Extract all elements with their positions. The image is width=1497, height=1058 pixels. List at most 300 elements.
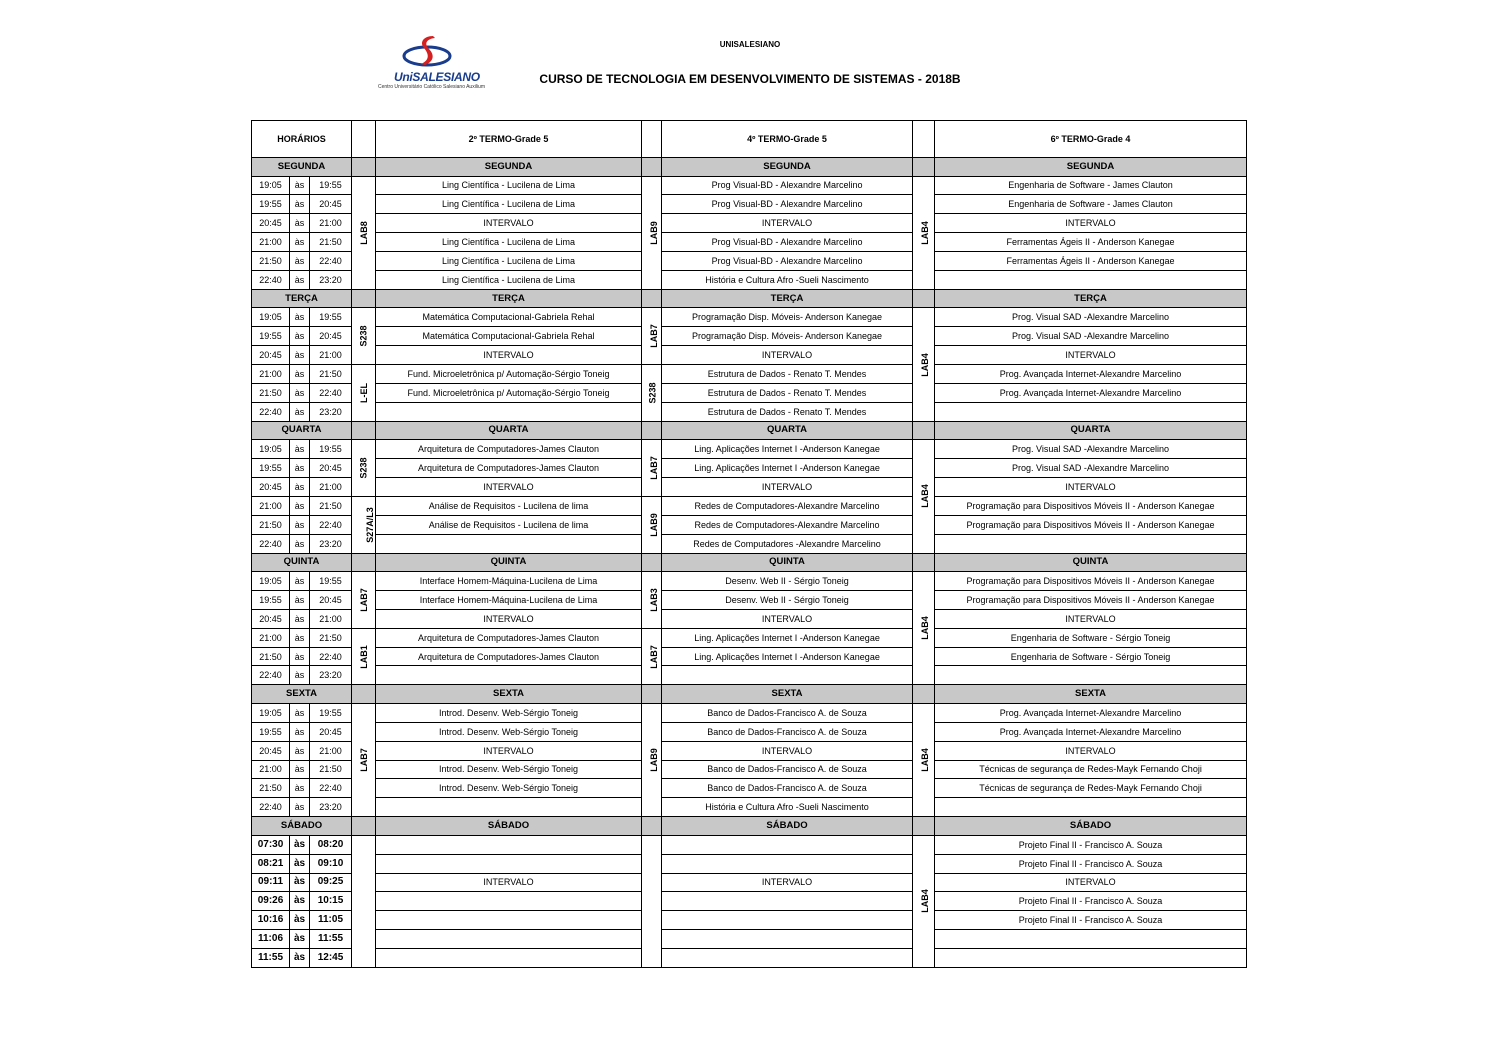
logo-swoosh-icon bbox=[402, 34, 452, 74]
room-label bbox=[642, 703, 662, 816]
day-name-term2: QUINTA bbox=[376, 553, 642, 572]
class-term2: INTERVALO bbox=[376, 609, 642, 628]
class-term2: INTERVALO bbox=[376, 477, 642, 496]
class-term4: Prog Visual-BD - Alexandre Marcelino bbox=[662, 176, 913, 195]
room-label bbox=[913, 572, 935, 685]
day-name-term6: SEGUNDA bbox=[935, 158, 1247, 177]
time-slot-row bbox=[252, 534, 1247, 553]
class-term4: Prog Visual-BD - Alexandre Marcelino bbox=[662, 252, 913, 271]
class-term4 bbox=[662, 911, 913, 930]
class-term6: Engenharia de Software - Sérgio Toneig bbox=[935, 628, 1247, 647]
day-name-term2: SEGUNDA bbox=[376, 158, 642, 177]
start-time: 20:45 bbox=[252, 477, 290, 496]
logo-tagline: Centro Universitário Católico Salesiano Auxilium bbox=[378, 84, 485, 90]
room-label-text: L-EL bbox=[358, 382, 369, 403]
end-time: 20:45 bbox=[310, 195, 352, 214]
room-label bbox=[352, 572, 376, 629]
start-time: 08:21 bbox=[252, 854, 290, 873]
start-time: 21:00 bbox=[252, 365, 290, 384]
class-term4: Banco de Dados-Francisco A. de Souza bbox=[662, 760, 913, 779]
time-separator: às bbox=[290, 252, 310, 271]
time-slot-row bbox=[252, 270, 1247, 289]
term6-header: 6º TERMO-Grade 4 bbox=[935, 121, 1247, 158]
unisalesiano-logo bbox=[378, 34, 485, 90]
time-separator: às bbox=[290, 459, 310, 478]
time-separator: às bbox=[290, 873, 310, 892]
logo-name: UniSALESIANO bbox=[394, 70, 480, 84]
day-name-term2: QUARTA bbox=[376, 421, 642, 440]
class-term2: Análise de Requisitos - Lucilena de lima bbox=[376, 496, 642, 515]
class-term4 bbox=[662, 892, 913, 911]
end-time: 21:50 bbox=[310, 233, 352, 252]
end-time: 19:55 bbox=[310, 440, 352, 459]
start-time: 19:05 bbox=[252, 440, 290, 459]
start-time: 19:05 bbox=[252, 572, 290, 591]
class-term2: Introd. Desenv. Web-Sérgio Toneig bbox=[376, 722, 642, 741]
end-time: 23:20 bbox=[310, 666, 352, 685]
start-time: 11:55 bbox=[252, 949, 290, 968]
start-time: 22:40 bbox=[252, 666, 290, 685]
start-time: 19:05 bbox=[252, 308, 290, 327]
time-separator: às bbox=[290, 383, 310, 402]
time-slot-row bbox=[252, 609, 1247, 628]
start-time: 19:55 bbox=[252, 195, 290, 214]
day-name-term4: QUINTA bbox=[662, 553, 913, 572]
start-time: 19:55 bbox=[252, 459, 290, 478]
end-time: 22:40 bbox=[310, 647, 352, 666]
time-slot-row bbox=[252, 346, 1247, 365]
class-term4: Ling. Aplicações Internet I -Anderson Kanegae bbox=[662, 440, 913, 459]
class-term2: Análise de Requisitos - Lucilena de lima bbox=[376, 515, 642, 534]
time-separator: às bbox=[290, 214, 310, 233]
day-name-term2: SEXTA bbox=[376, 685, 642, 704]
end-time: 21:00 bbox=[310, 477, 352, 496]
class-term2: Fund. Microeletrônica p/ Automação-Sérgio Toneig bbox=[376, 365, 642, 384]
room-label bbox=[352, 703, 376, 816]
class-term2 bbox=[376, 402, 642, 421]
room-label-text: LAB4 bbox=[919, 748, 930, 772]
class-term6: Prog. Visual SAD -Alexandre Marcelino bbox=[935, 308, 1247, 327]
class-term4: Programação Disp. Móveis- Anderson Kanegae bbox=[662, 308, 913, 327]
day-name: QUARTA bbox=[252, 421, 352, 440]
class-term4: Ling. Aplicações Internet I -Anderson Kanegae bbox=[662, 628, 913, 647]
class-term2: Ling Científica - Lucilena de Lima bbox=[376, 195, 642, 214]
start-time: 19:05 bbox=[252, 703, 290, 722]
room-label-text: LAB4 bbox=[919, 889, 930, 914]
end-time: 23:20 bbox=[310, 270, 352, 289]
class-term6 bbox=[935, 949, 1247, 968]
class-term6: Prog. Visual SAD -Alexandre Marcelino bbox=[935, 327, 1247, 346]
start-time: 20:45 bbox=[252, 609, 290, 628]
column-header-row bbox=[252, 121, 1247, 158]
day-name-term6: TERÇA bbox=[935, 289, 1247, 308]
lab-col-header bbox=[913, 121, 935, 158]
class-term6: Engenharia de Software - James Clauton bbox=[935, 176, 1247, 195]
class-term4 bbox=[662, 930, 913, 949]
day-name-term4: QUARTA bbox=[662, 421, 913, 440]
class-term4: Estrutura de Dados - Renato T. Mendes bbox=[662, 365, 913, 384]
time-slot-row bbox=[252, 233, 1247, 252]
start-time: 19:55 bbox=[252, 722, 290, 741]
class-term6: Programação para Dispositivos Móveis II - Anderson Kanegae bbox=[935, 496, 1247, 515]
room-label-text: LAB4 bbox=[919, 616, 930, 640]
start-time: 07:30 bbox=[252, 835, 290, 854]
start-time: 21:00 bbox=[252, 496, 290, 515]
room-label bbox=[913, 703, 935, 816]
room-label-text: LAB4 bbox=[919, 484, 930, 509]
day-gap bbox=[352, 685, 376, 704]
class-term6 bbox=[935, 930, 1247, 949]
class-term6: Prog. Avançada Internet-Alexandre Marcelino bbox=[935, 365, 1247, 384]
class-term6 bbox=[935, 402, 1247, 421]
class-term4: Ling. Aplicações Internet I -Anderson Kanegae bbox=[662, 647, 913, 666]
class-term6: Prog. Visual SAD -Alexandre Marcelino bbox=[935, 440, 1247, 459]
time-slot-row bbox=[252, 722, 1247, 741]
room-label bbox=[352, 628, 376, 685]
time-slot-row bbox=[252, 930, 1247, 949]
room-label bbox=[642, 835, 662, 967]
class-term4: INTERVALO bbox=[662, 741, 913, 760]
day-name: QUINTA bbox=[252, 553, 352, 572]
room-label bbox=[642, 440, 662, 497]
class-term2 bbox=[376, 892, 642, 911]
end-time: 09:10 bbox=[310, 854, 352, 873]
day-name: TERÇA bbox=[252, 289, 352, 308]
end-time: 11:05 bbox=[310, 911, 352, 930]
class-term4 bbox=[662, 949, 913, 968]
end-time: 20:45 bbox=[310, 722, 352, 741]
day-gap bbox=[913, 553, 935, 572]
day-name: SÁBADO bbox=[252, 817, 352, 836]
class-term6: Ferramentas Ágeis II - Anderson Kanegae bbox=[935, 233, 1247, 252]
class-term4: Desenv. Web II - Sérgio Toneig bbox=[662, 572, 913, 591]
time-slot-row bbox=[252, 949, 1247, 968]
day-gap bbox=[913, 158, 935, 177]
end-time: 21:00 bbox=[310, 741, 352, 760]
time-slot-row bbox=[252, 214, 1247, 233]
class-term4 bbox=[662, 835, 913, 854]
time-slot-row bbox=[252, 195, 1247, 214]
day-name: SEXTA bbox=[252, 685, 352, 704]
room-label bbox=[642, 176, 662, 289]
class-term4: Programação Disp. Móveis- Anderson Kanegae bbox=[662, 327, 913, 346]
class-term2: Introd. Desenv. Web-Sérgio Toneig bbox=[376, 703, 642, 722]
room-label-text: LAB8 bbox=[358, 220, 369, 245]
time-separator: às bbox=[290, 440, 310, 459]
time-separator: às bbox=[290, 496, 310, 515]
room-label bbox=[913, 835, 935, 967]
end-time: 09:25 bbox=[310, 873, 352, 892]
time-separator: às bbox=[290, 647, 310, 666]
class-term4: Desenv. Web II - Sérgio Toneig bbox=[662, 590, 913, 609]
room-label bbox=[352, 496, 376, 553]
day-gap bbox=[913, 817, 935, 836]
class-term2 bbox=[376, 534, 642, 553]
start-time: 21:50 bbox=[252, 647, 290, 666]
time-separator: às bbox=[290, 741, 310, 760]
day-name: SEGUNDA bbox=[252, 158, 352, 177]
end-time: 22:40 bbox=[310, 515, 352, 534]
room-label-text: LAB9 bbox=[648, 512, 659, 537]
class-term4: História e Cultura Afro -Sueli Nascimento bbox=[662, 798, 913, 817]
time-slot-row bbox=[252, 402, 1247, 421]
class-term6: Prog. Visual SAD -Alexandre Marcelino bbox=[935, 459, 1247, 478]
end-time: 08:20 bbox=[310, 835, 352, 854]
room-label-text: LAB7 bbox=[358, 748, 369, 772]
class-term2 bbox=[376, 666, 642, 685]
day-name-term6: SÁBADO bbox=[935, 817, 1247, 836]
class-term4: Banco de Dados-Francisco A. de Souza bbox=[662, 703, 913, 722]
time-slot-row bbox=[252, 760, 1247, 779]
time-slot-row bbox=[252, 741, 1247, 760]
class-term6: Ferramentas Ágeis II - Anderson Kanegae bbox=[935, 252, 1247, 271]
time-slot-row bbox=[252, 365, 1247, 384]
end-time: 21:50 bbox=[310, 496, 352, 515]
class-term2 bbox=[376, 835, 642, 854]
end-time: 11:55 bbox=[310, 930, 352, 949]
time-slot-row bbox=[252, 496, 1247, 515]
time-slot-row bbox=[252, 647, 1247, 666]
time-separator: às bbox=[290, 628, 310, 647]
room-label bbox=[352, 835, 376, 967]
room-label-text: LAB7 bbox=[648, 456, 659, 480]
class-term2: INTERVALO bbox=[376, 741, 642, 760]
time-slot-row bbox=[252, 308, 1247, 327]
term4-header: 4º TERMO-Grade 5 bbox=[662, 121, 913, 158]
end-time: 21:50 bbox=[310, 365, 352, 384]
start-time: 21:50 bbox=[252, 252, 290, 271]
class-term6: INTERVALO bbox=[935, 741, 1247, 760]
class-term4: Banco de Dados-Francisco A. de Souza bbox=[662, 722, 913, 741]
class-term6: Projeto Final II - Francisco A. Souza bbox=[935, 892, 1247, 911]
start-time: 21:00 bbox=[252, 233, 290, 252]
room-label bbox=[642, 628, 662, 685]
day-gap bbox=[352, 421, 376, 440]
room-label-text: S238 bbox=[647, 382, 658, 404]
room-label bbox=[352, 308, 376, 365]
term2-header: 2º TERMO-Grade 5 bbox=[376, 121, 642, 158]
class-term4: INTERVALO bbox=[662, 214, 913, 233]
class-term6: Projeto Final II - Francisco A. Souza bbox=[935, 911, 1247, 930]
start-time: 20:45 bbox=[252, 741, 290, 760]
room-label bbox=[913, 308, 935, 421]
room-label-text: S238 bbox=[358, 325, 369, 347]
class-term6: Técnicas de segurança de Redes-Mayk Fernando Choji bbox=[935, 760, 1247, 779]
class-term6: Prog. Avançada Internet-Alexandre Marcelino bbox=[935, 383, 1247, 402]
class-term6: INTERVALO bbox=[935, 477, 1247, 496]
day-gap bbox=[913, 289, 935, 308]
class-term2 bbox=[376, 930, 642, 949]
class-term2 bbox=[376, 854, 642, 873]
lab-col-header bbox=[352, 121, 376, 158]
time-separator: às bbox=[290, 949, 310, 968]
class-term2: Arquitetura de Computadores-James Clauton bbox=[376, 440, 642, 459]
start-time: 20:45 bbox=[252, 346, 290, 365]
day-name-term2: SÁBADO bbox=[376, 817, 642, 836]
class-term4: Redes de Computadores -Alexandre Marcelino bbox=[662, 534, 913, 553]
room-label bbox=[642, 365, 662, 422]
time-separator: às bbox=[290, 270, 310, 289]
class-term2: Ling Científica - Lucilena de Lima bbox=[376, 252, 642, 271]
room-label-text: LAB4 bbox=[919, 352, 930, 377]
class-term2: Arquitetura de Computadores-James Clauton bbox=[376, 647, 642, 666]
class-term6: Prog. Avançada Internet-Alexandre Marcelino bbox=[935, 722, 1247, 741]
time-separator: às bbox=[290, 176, 310, 195]
time-separator: às bbox=[290, 515, 310, 534]
class-term2: Matemática Computacional-Gabriela Rehal bbox=[376, 327, 642, 346]
class-term4: INTERVALO bbox=[662, 346, 913, 365]
end-time: 20:45 bbox=[310, 459, 352, 478]
class-term2: INTERVALO bbox=[376, 214, 642, 233]
time-slot-row bbox=[252, 572, 1247, 591]
start-time: 22:40 bbox=[252, 798, 290, 817]
room-label-text: LAB9 bbox=[648, 748, 659, 772]
start-time: 09:11 bbox=[252, 873, 290, 892]
time-separator: às bbox=[290, 854, 310, 873]
class-term6 bbox=[935, 666, 1247, 685]
day-header-row bbox=[252, 817, 1247, 836]
class-term4: História e Cultura Afro -Sueli Nascimento bbox=[662, 270, 913, 289]
class-term4: INTERVALO bbox=[662, 609, 913, 628]
schedule-table bbox=[251, 120, 1247, 968]
room-label-text: LAB9 bbox=[648, 220, 659, 245]
end-time: 19:55 bbox=[310, 308, 352, 327]
time-separator: às bbox=[290, 911, 310, 930]
class-term4: Redes de Computadores-Alexandre Marcelino bbox=[662, 496, 913, 515]
start-time: 21:00 bbox=[252, 628, 290, 647]
time-slot-row bbox=[252, 383, 1247, 402]
end-time: 23:20 bbox=[310, 798, 352, 817]
day-name-term4: SÁBADO bbox=[662, 817, 913, 836]
day-header-row bbox=[252, 289, 1247, 308]
day-header-row bbox=[252, 685, 1247, 704]
start-time: 19:05 bbox=[252, 176, 290, 195]
day-gap bbox=[913, 421, 935, 440]
time-separator: às bbox=[290, 590, 310, 609]
time-slot-row bbox=[252, 459, 1247, 478]
end-time: 21:50 bbox=[310, 628, 352, 647]
class-term6: Programação para Dispositivos Móveis II - Anderson Kanegae bbox=[935, 590, 1247, 609]
horarios-header: HORÁRIOS bbox=[252, 121, 352, 158]
class-term2: Interface Homem-Máquina-Lucilena de Lima bbox=[376, 572, 642, 591]
end-time: 19:55 bbox=[310, 176, 352, 195]
start-time: 09:26 bbox=[252, 892, 290, 911]
room-label bbox=[352, 440, 376, 497]
class-term6: Projeto Final II - Francisco A. Souza bbox=[935, 835, 1247, 854]
end-time: 19:55 bbox=[310, 703, 352, 722]
room-label bbox=[913, 440, 935, 553]
time-slot-row bbox=[252, 515, 1247, 534]
time-slot-row bbox=[252, 835, 1247, 854]
class-term6: Programação para Dispositivos Móveis II - Anderson Kanegae bbox=[935, 572, 1247, 591]
time-separator: às bbox=[290, 798, 310, 817]
class-term2: Arquitetura de Computadores-James Clauton bbox=[376, 459, 642, 478]
time-slot-row bbox=[252, 892, 1247, 911]
time-separator: às bbox=[290, 233, 310, 252]
day-header-row bbox=[252, 421, 1247, 440]
time-slot-row bbox=[252, 798, 1247, 817]
class-term2 bbox=[376, 949, 642, 968]
time-slot-row bbox=[252, 252, 1247, 271]
class-term2: INTERVALO bbox=[376, 873, 642, 892]
time-separator: às bbox=[290, 477, 310, 496]
time-separator: às bbox=[290, 760, 310, 779]
time-separator: às bbox=[290, 327, 310, 346]
time-slot-row bbox=[252, 327, 1247, 346]
end-time: 21:00 bbox=[310, 346, 352, 365]
room-label bbox=[642, 496, 662, 553]
start-time: 21:50 bbox=[252, 515, 290, 534]
time-slot-row bbox=[252, 440, 1247, 459]
day-name-term4: TERÇA bbox=[662, 289, 913, 308]
time-slot-row bbox=[252, 873, 1247, 892]
class-term4: Banco de Dados-Francisco A. de Souza bbox=[662, 779, 913, 798]
class-term6: Engenharia de Software - Sérgio Toneig bbox=[935, 647, 1247, 666]
end-time: 21:00 bbox=[310, 609, 352, 628]
end-time: 19:55 bbox=[310, 572, 352, 591]
room-label bbox=[642, 572, 662, 629]
time-slot-row bbox=[252, 703, 1247, 722]
start-time: 22:40 bbox=[252, 402, 290, 421]
day-name-term4: SEXTA bbox=[662, 685, 913, 704]
room-label-text: LAB1 bbox=[358, 644, 369, 669]
room-label-text: LAB4 bbox=[919, 220, 930, 245]
class-term4: INTERVALO bbox=[662, 873, 913, 892]
class-term4: Redes de Computadores-Alexandre Marcelino bbox=[662, 515, 913, 534]
class-term6 bbox=[935, 270, 1247, 289]
time-separator: às bbox=[290, 346, 310, 365]
time-separator: às bbox=[290, 892, 310, 911]
class-term2: Ling Científica - Lucilena de Lima bbox=[376, 233, 642, 252]
start-time: 11:06 bbox=[252, 930, 290, 949]
start-time: 10:16 bbox=[252, 911, 290, 930]
day-gap bbox=[642, 817, 662, 836]
class-term2: Introd. Desenv. Web-Sérgio Toneig bbox=[376, 760, 642, 779]
class-term2: Arquitetura de Computadores-James Clauton bbox=[376, 628, 642, 647]
class-term2 bbox=[376, 911, 642, 930]
time-separator: às bbox=[290, 195, 310, 214]
time-separator: às bbox=[290, 779, 310, 798]
day-gap bbox=[642, 685, 662, 704]
room-label bbox=[352, 176, 376, 289]
day-name-term4: SEGUNDA bbox=[662, 158, 913, 177]
start-time: 20:45 bbox=[252, 214, 290, 233]
room-label bbox=[913, 176, 935, 289]
class-term4: Ling. Aplicações Internet I -Anderson Kanegae bbox=[662, 459, 913, 478]
day-gap bbox=[352, 158, 376, 177]
end-time: 21:50 bbox=[310, 760, 352, 779]
start-time: 22:40 bbox=[252, 534, 290, 553]
class-term4: Prog Visual-BD - Alexandre Marcelino bbox=[662, 233, 913, 252]
start-time: 19:55 bbox=[252, 327, 290, 346]
start-time: 21:00 bbox=[252, 760, 290, 779]
class-term4: INTERVALO bbox=[662, 477, 913, 496]
end-time: 23:20 bbox=[310, 402, 352, 421]
start-time: 21:50 bbox=[252, 383, 290, 402]
day-name-term6: QUINTA bbox=[935, 553, 1247, 572]
start-time: 21:50 bbox=[252, 779, 290, 798]
start-time: 22:40 bbox=[252, 270, 290, 289]
end-time: 22:40 bbox=[310, 383, 352, 402]
time-slot-row bbox=[252, 666, 1247, 685]
time-separator: às bbox=[290, 835, 310, 854]
time-separator: às bbox=[290, 609, 310, 628]
class-term6 bbox=[935, 534, 1247, 553]
time-slot-row bbox=[252, 628, 1247, 647]
time-separator: às bbox=[290, 666, 310, 685]
class-term4: Estrutura de Dados - Renato T. Mendes bbox=[662, 402, 913, 421]
room-label-text: LAB7 bbox=[648, 324, 659, 348]
